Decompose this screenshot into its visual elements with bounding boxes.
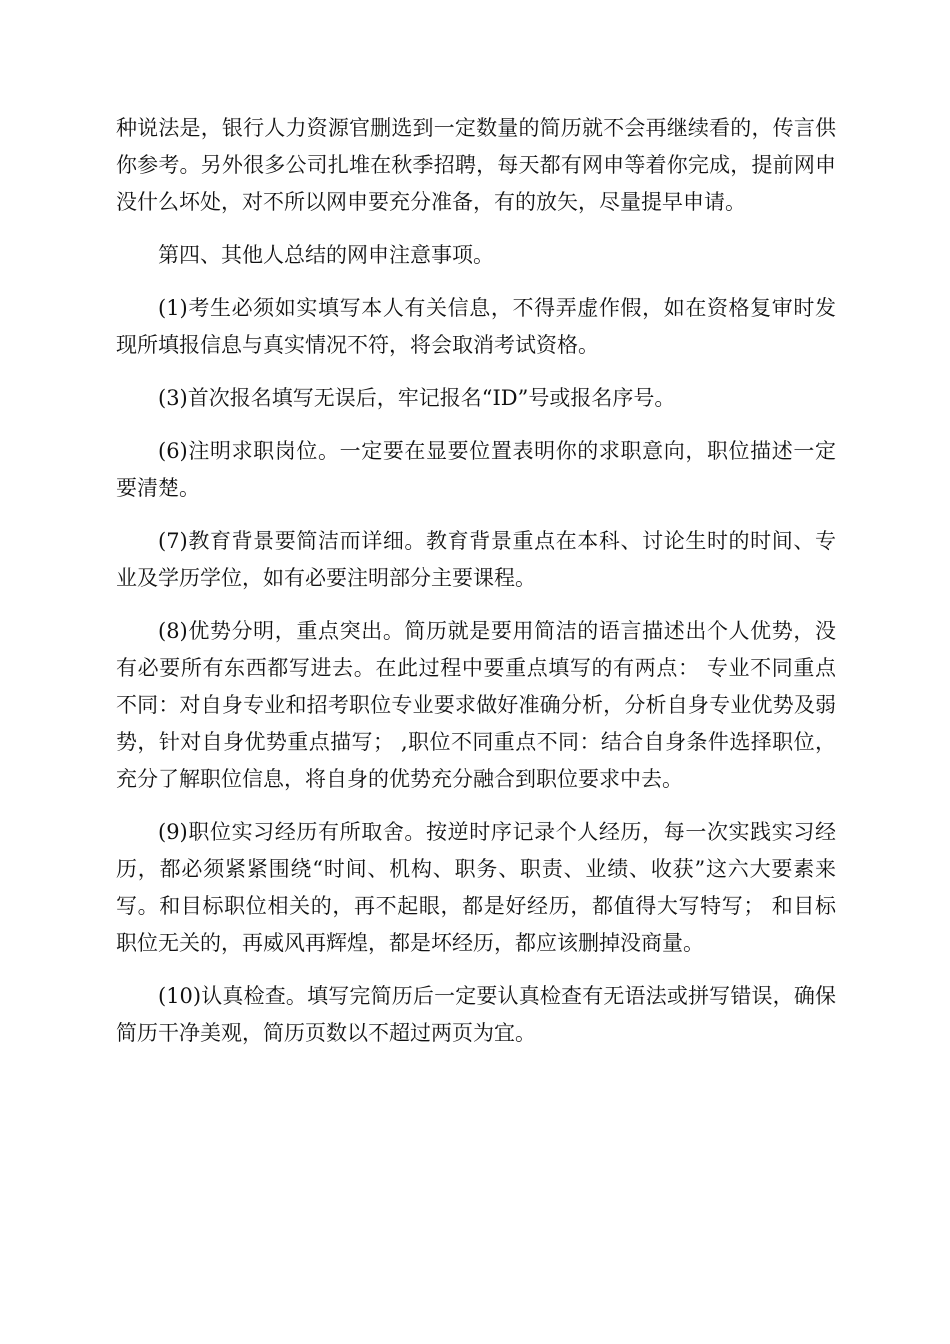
list-item: (9)职位实习经历有所取舍。按逆时序记录个人经历，每一次实践实习经历，都必须紧紧围绕“时间、机构、职务、职责、业绩、收获”这六大要素来写。和目标职位相关的，再不起眼，都是好经历，都值得大写特写； 和目标职位无关的，再威风再辉煌，都是坏经历，都应该删掉没商量。 [116, 820, 836, 955]
list-item: (6)注明求职岗位。一定要在显要位置表明你的求职意向，职位描述一定要清楚。 [116, 439, 836, 500]
paragraph-1: 种说法是，银行人力资源官删选到一定数量的简历就不会再继续看的，传言供你参考。另外很多公司扎堆在秋季招聘，每天都有网申等着你完成，提前网申没什么坏处，对不所以网申要充分准备，有的放矢，尽量提早申请。 [116, 116, 836, 214]
list-item: (1)考生必须如实填写本人有关信息，不得弄虚作假，如在资格复审时发现所填报信息与真实情况不符，将会取消考试资格。 [116, 296, 836, 357]
list-item: (10)认真检查。填写完简历后一定要认真检查有无语法或拼写错误，确保简历干净美观，简历页数以不超过两页为宜。 [116, 984, 836, 1045]
document-page [116, 110, 836, 1068]
list-item: (3)首次报名填写无误后，牢记报名“ID”号或报名序号。 [158, 386, 676, 410]
list-item: (7)教育背景要简洁而详细。教育背景重点在本科、讨论生时的时间、专业及学历学位，如有必要注明部分主要课程。 [116, 529, 836, 590]
list-item: (8)优势分明，重点突出。简历就是要用简洁的语言描述出个人优势，没有必要所有东西都写进去。在此过程中要重点填写的有两点： 专业不同重点不同：对自身专业和招考职位专业要求做好准确分析，分析自身专业优势及弱势，针对自身优势重点描写； ,职位不同重点不同：结合自身条件选择职位，充分了解职位信息，将自身的优势充分融合到职位要求中去。 [116, 619, 836, 791]
section-heading: 第四、其他人总结的网申注意事项。 [158, 243, 494, 267]
